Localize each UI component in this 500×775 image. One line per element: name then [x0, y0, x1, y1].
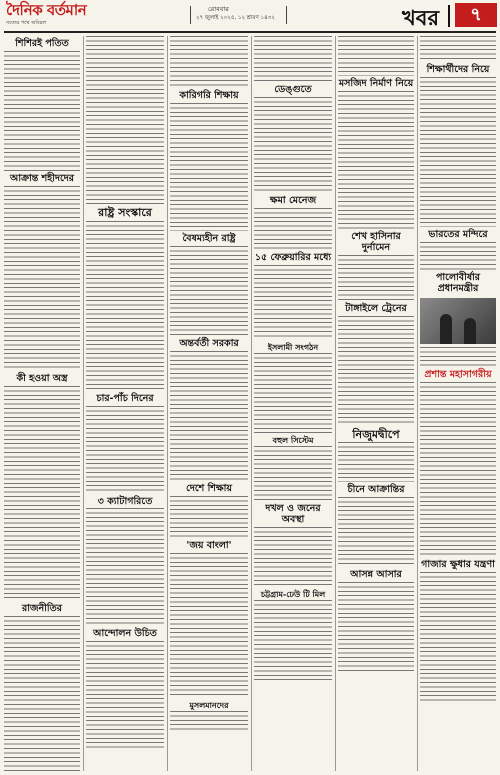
masthead: [0, 0, 500, 32]
article-text: [170, 351, 248, 481]
headline[interactable]: দেশে শিক্ষায়: [186, 482, 232, 494]
page-number: ৭: [455, 3, 497, 27]
article-text: [254, 600, 332, 680]
column-1: [4, 36, 80, 771]
column-rule: [251, 36, 252, 771]
headline[interactable]: নিজুমদ্বীপে: [352, 427, 400, 441]
headline[interactable]: চট্টগ্রাম-ঢেউ টি মিল: [260, 589, 326, 599]
person-silhouette-icon: [440, 314, 452, 344]
headline[interactable]: প্রশান্ত মহাসাগরীয়: [424, 368, 492, 380]
article-text: [420, 242, 496, 270]
headline[interactable]: 'জয় বাংলা': [186, 539, 232, 551]
article-text: [86, 36, 164, 204]
column-2: [86, 36, 164, 771]
column-4: [254, 36, 332, 771]
article-text: [254, 208, 332, 250]
article-text: [170, 246, 248, 336]
headline[interactable]: আন্দোলন উচিত: [93, 628, 157, 640]
article-text: [254, 36, 332, 82]
column-rule: [167, 36, 168, 771]
headline[interactable]: রাষ্ট্র সংস্কারে: [98, 206, 152, 219]
masthead-rule: [4, 31, 496, 33]
column-3: [170, 36, 248, 771]
article-text: [420, 347, 496, 367]
headline[interactable]: ৩ ক্যাটাগরিতে: [97, 495, 153, 507]
headline[interactable]: চীনে আক্রান্তির: [347, 484, 405, 496]
headline[interactable]: ক্ষমা মেনেজ: [269, 194, 317, 206]
headline[interactable]: চার-পাঁচ দিনের: [96, 392, 154, 404]
article-text: [254, 527, 332, 587]
news-photo: [420, 298, 496, 344]
article-text: [338, 442, 414, 482]
headline[interactable]: কারিগরি শিক্ষায়: [179, 90, 239, 101]
article-text: [170, 711, 248, 731]
headline[interactable]: পালোবীর্ষার প্রধানমন্ত্রীর: [435, 271, 481, 294]
header-divider: [190, 6, 191, 24]
newspaper-logo[interactable]: [6, 3, 98, 29]
article-text: [86, 221, 164, 391]
headline[interactable]: শিক্ষার্থীদের নিয়ে: [426, 64, 490, 75]
headline[interactable]: বৈষম্যহীন রাষ্ট্র: [182, 232, 236, 244]
article-text: [86, 508, 164, 626]
article-text: [338, 316, 414, 426]
headline[interactable]: ইসলামী সংগঠন: [267, 342, 319, 352]
logo-tagline: সত্যের পথে অবিচল: [6, 20, 47, 26]
column-rule: [335, 36, 336, 771]
headline[interactable]: কী হওয়া অস্ত্র: [16, 372, 68, 384]
article-text: [4, 386, 80, 601]
headline[interactable]: শেখ হাসিনার দুর্নামেন: [351, 230, 401, 253]
column-5: [338, 36, 414, 771]
column-6: [420, 36, 496, 771]
article-text: [4, 616, 80, 771]
article-text: [170, 553, 248, 698]
headline[interactable]: আক্রান্ত শহীদদের: [10, 172, 74, 184]
logo-title: দৈনিক বর্তমান: [6, 1, 87, 19]
headline[interactable]: আসন্ন আসার: [350, 569, 402, 581]
article-text: [338, 497, 414, 567]
article-text: [254, 97, 332, 193]
article-text: [420, 572, 496, 702]
headline[interactable]: ১৫ ফেব্রুয়ারির মধ্যে: [254, 251, 332, 263]
headline[interactable]: ভারতের মন্দিরে: [428, 228, 488, 240]
article-text: [170, 496, 248, 538]
column-rule: [83, 36, 84, 771]
article-text: [338, 91, 414, 229]
section-title: খবর: [402, 6, 440, 30]
column-rule: [417, 36, 418, 771]
headline[interactable]: অন্তর্বর্তী সরকার: [179, 337, 239, 349]
issue-date: ২৭ জুলাই ২০২৫, ১২ শ্রাবণ ১৪৩২: [196, 15, 275, 21]
headline[interactable]: মুসলমানদের: [189, 700, 229, 710]
article-text: [254, 353, 332, 433]
article-text: [4, 51, 80, 171]
article-text: [170, 36, 248, 88]
article-text: [420, 36, 496, 62]
article-text: [420, 77, 496, 227]
headline[interactable]: মসজিদ নির্মাণ নিয়ে: [338, 78, 414, 89]
article-text: [4, 186, 80, 371]
article-text: [170, 103, 248, 231]
issue-day: রোববার: [208, 5, 229, 13]
headline[interactable]: দখল ও জনের অবস্থা: [265, 503, 321, 526]
article-text: [86, 406, 164, 494]
headline[interactable]: বহুল সিস্টেম: [272, 435, 314, 445]
headline[interactable]: শিশিরই পতিত: [15, 38, 69, 49]
headline[interactable]: টাঙ্গাইলে ট্রেনের: [345, 302, 407, 314]
headline[interactable]: রাজনীতির: [22, 602, 62, 614]
header-divider: [286, 6, 287, 24]
article-text: [338, 582, 414, 672]
headline[interactable]: গাজার ক্ষুধার যন্ত্রণা: [421, 558, 495, 570]
article-text: [338, 255, 414, 301]
header-divider: [448, 5, 450, 27]
article-text: [254, 446, 332, 501]
person-silhouette-icon: [464, 318, 476, 344]
headline[interactable]: ডেঙ্গুতে: [274, 84, 312, 95]
article-text: [338, 36, 414, 76]
article-text: [420, 382, 496, 557]
article-text: [86, 641, 164, 751]
article-text: [254, 265, 332, 340]
